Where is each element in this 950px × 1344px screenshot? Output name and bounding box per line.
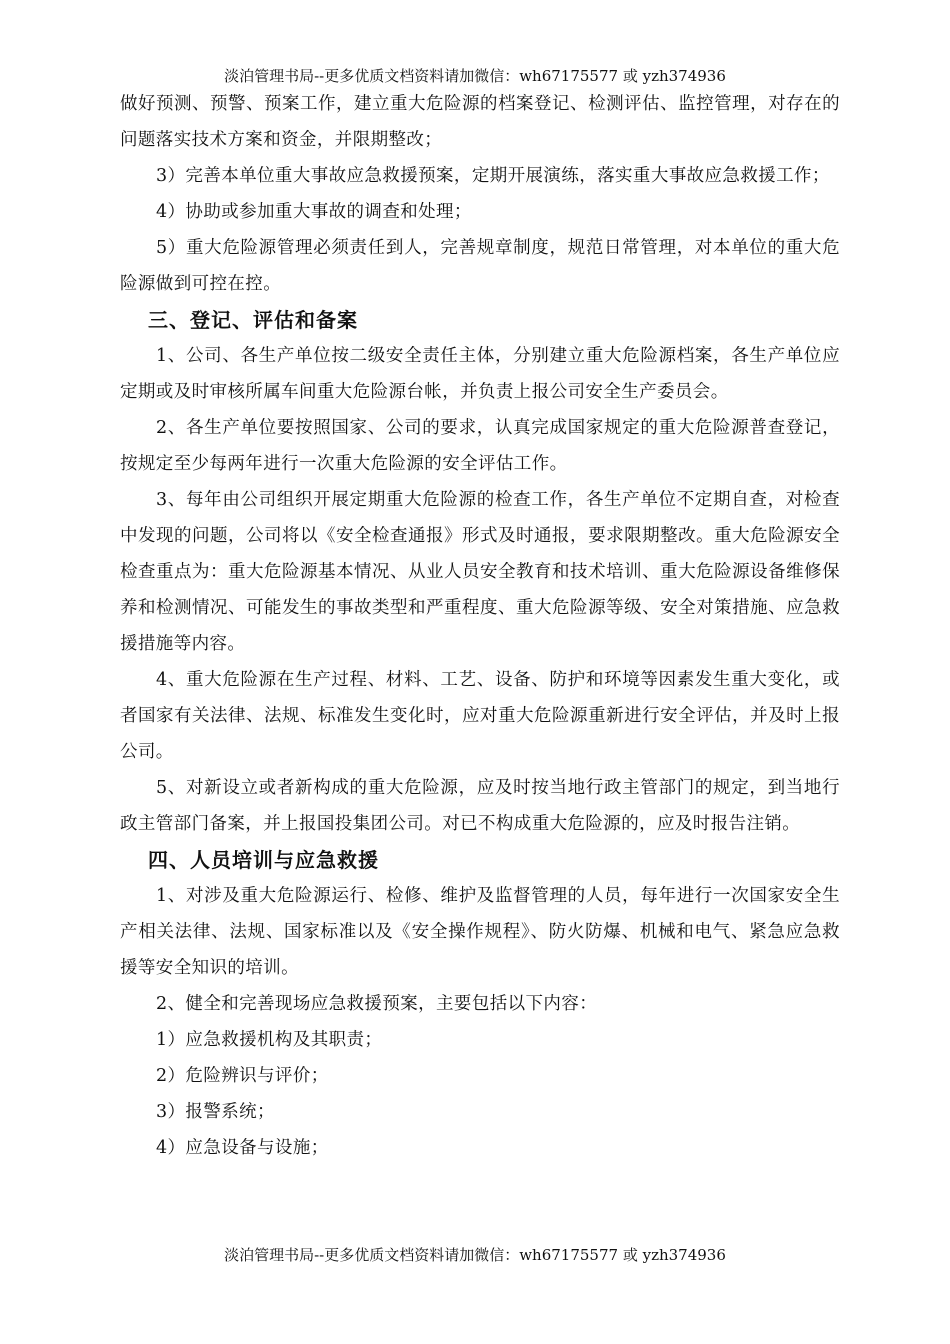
section-heading-training: 四、人员培训与应急救援 [148, 848, 379, 872]
paragraph-item-4: 4）协助或参加重大事故的调查和处理； [156, 202, 472, 222]
section3-paragraph-1: 1、公司、各生产单位按二级安全责任主体，分别建立重大危险源档案，各生产单位应定期或及时审核所属车间重大危险源台帐，并负责上报公司安全生产委员会。 [120, 346, 840, 402]
section3-paragraph-4: 4、重大危险源在生产过程、材料、工艺、设备、防护和环境等因素发生重大变化，或者国家有关法律、法规、标准发生变化时，应对重大危险源重新进行安全评估，并及时上报公司。 [120, 670, 840, 762]
section4-paragraph-1: 1、对涉及重大危险源运行、检修、维护及监督管理的人员，每年进行一次国家安全生产相关法律、法规、国家标准以及《安全操作规程》、防火防爆、机械和电气、紧急应急救援等安全知识的培训。 [120, 886, 840, 978]
paragraph-item-3: 3）完善本单位重大事故应急救援预案，定期开展演练，落实重大事故应急救援工作； [156, 166, 830, 186]
section4-list-item-3: 3）报警系统； [156, 1102, 275, 1122]
page-header: 淡泊管理书局--更多优质文档资料请加微信：wh67175577 或 yzh374936 [224, 67, 726, 85]
section3-paragraph-2: 2、各生产单位要按照国家、公司的要求，认真完成国家规定的重大危险源普查登记，按规定至少每两年进行一次重大危险源的安全评估工作。 [120, 418, 840, 474]
section3-paragraph-5: 5、对新设立或者新构成的重大危险源，应及时按当地行政主管部门的规定，到当地行政主管部门备案，并上报国投集团公司。对已不构成重大危险源的，应及时报告注销。 [120, 778, 840, 834]
section4-list-item-4: 4）应急设备与设施； [156, 1138, 329, 1158]
paragraph-item-5: 5）重大危险源管理必须责任到人，完善规章制度，规范日常管理，对本单位的重大危险源做到可控在控。 [120, 238, 840, 294]
document-body [120, 86, 840, 1166]
paragraph-intro: 做好预测、预警、预案工作，建立重大危险源的档案登记、检测评估、监控管理，对存在的问题落实技术方案和资金，并限期整改； [120, 94, 840, 150]
page-footer: 淡泊管理书局--更多优质文档资料请加微信：wh67175577 或 yzh374936 [224, 1246, 726, 1264]
section4-list-item-1: 1）应急救援机构及其职责； [156, 1030, 383, 1050]
section4-list-item-2: 2）危险辨识与评价； [156, 1066, 329, 1086]
section3-paragraph-3: 3、每年由公司组织开展定期重大危险源的检查工作，各生产单位不定期自查，对检查中发现的问题，公司将以《安全检查通报》形式及时通报，要求限期整改。重大危险源安全检查重点为：重大危险源基本情况、从业人员安全教育和技术培训、重大危险源设备维修保养和检测情况、可能发生的事故类型和严重程度、重大危险源等级、安全对策措施、应急救援措施等内容。 [120, 490, 840, 654]
section-heading-registration: 三、登记、评估和备案 [148, 308, 358, 332]
section4-paragraph-2: 2、健全和完善现场应急救援预案，主要包括以下内容： [156, 994, 598, 1014]
